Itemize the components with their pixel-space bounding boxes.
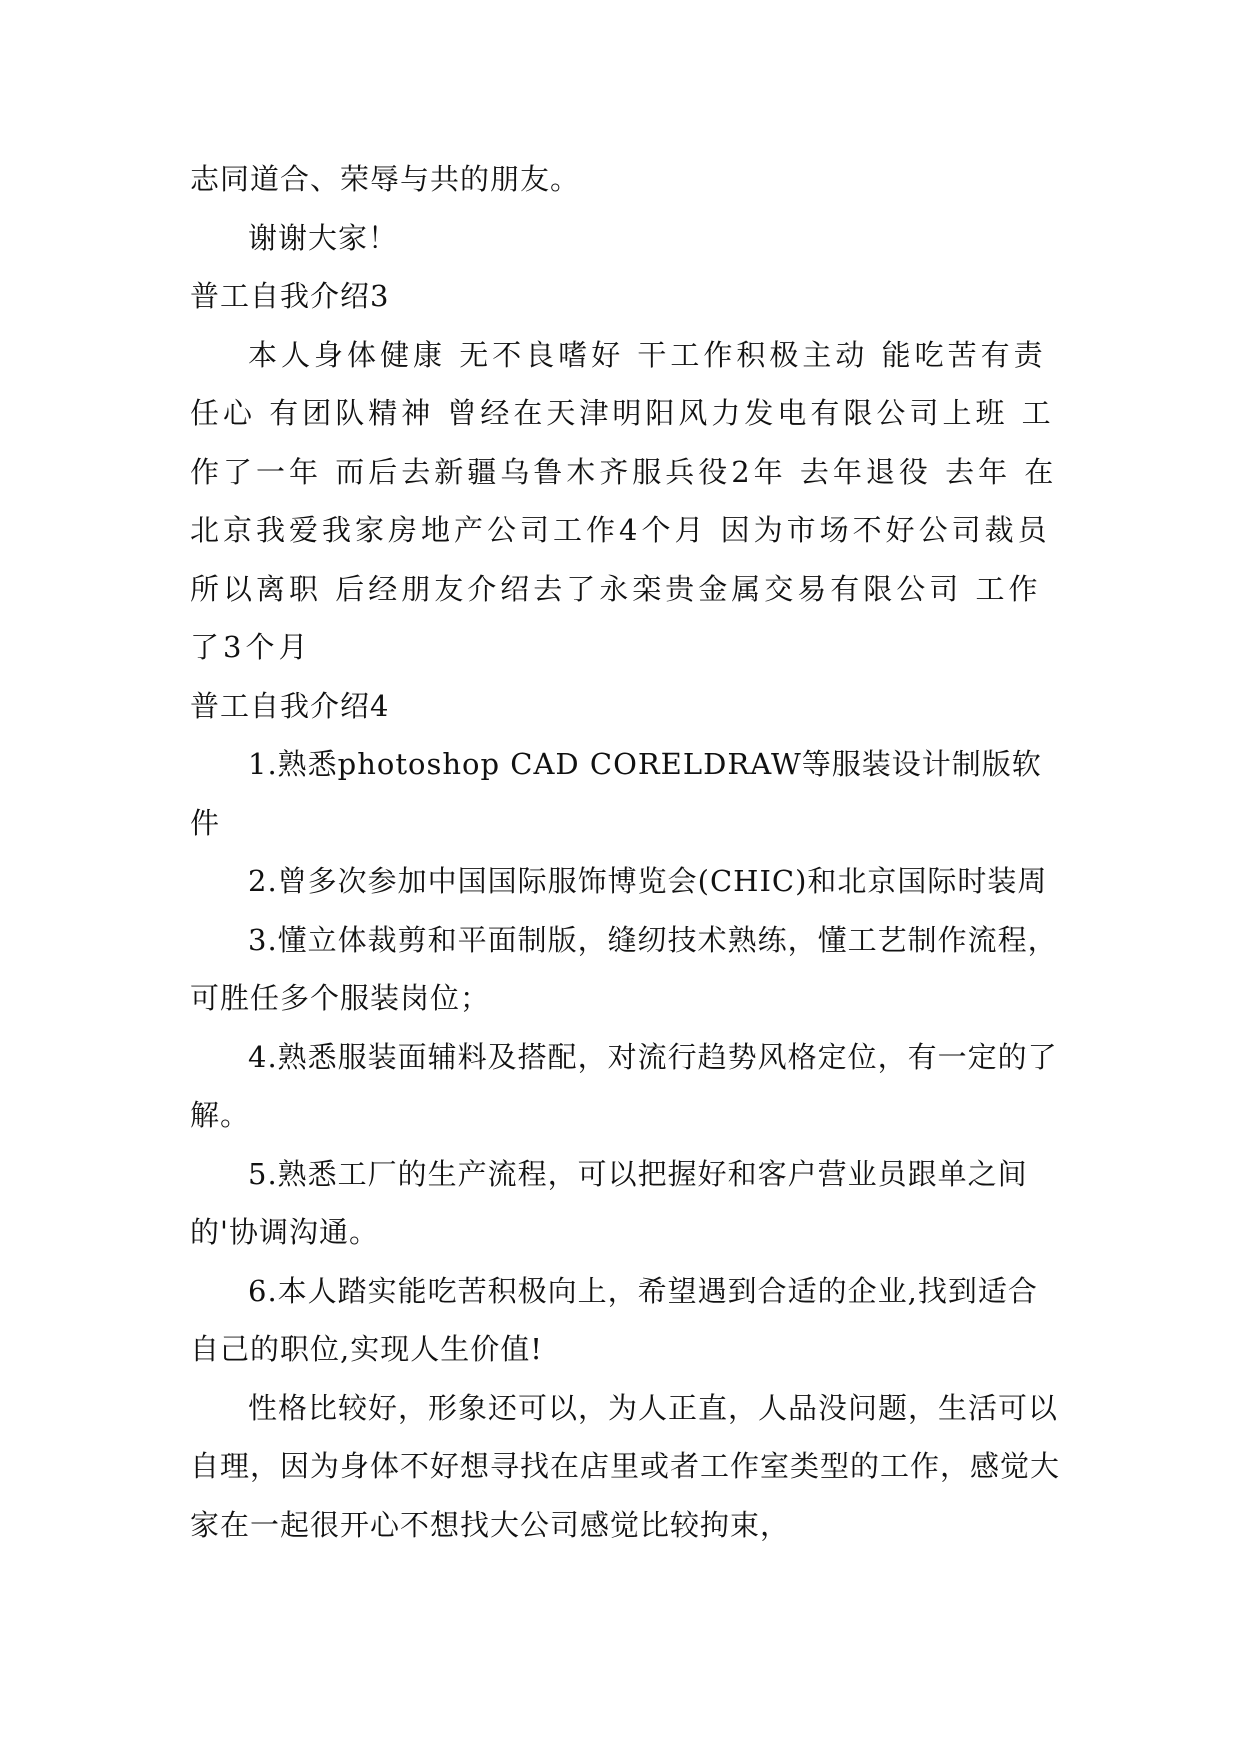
list-item-5: 5.熟悉工厂的生产流程，可以把握好和客户营业员跟单之间的'协调沟通。 <box>190 1156 1028 1249</box>
list-item-1: 1.熟悉photoshop CAD CORELDRAW等服装设计制版软件 <box>190 747 1042 840</box>
paragraph-thanks: 谢谢大家！ <box>248 220 399 255</box>
paragraph-closing-line: 志同道合、荣辱与共的朋友。 <box>190 162 581 196</box>
document-body <box>190 150 1060 1554</box>
section-heading-3: 普工自我介绍3 <box>190 279 390 313</box>
list-item-3: 3.懂立体裁剪和平面制版，缝纫技术熟练，懂工艺制作流程，可胜任多个服装岗位； <box>190 922 1058 1015</box>
list-item-4: 4.熟悉服装面辅料及搭配，对流行趋势风格定位，有一定的了解。 <box>190 1039 1058 1132</box>
paragraph-personality: 性格比较好，形象还可以，为人正直，人品没问题，生活可以自理，因为身体不好想寻找在店里或者工作室类型的工作，感觉大家在一起很开心不想找大公司感觉比较拘束， <box>190 1390 1061 1542</box>
paragraph-intro-3: 本人身体健康 无不良嗜好 干工作积极主动 能吃苦有责任心 有团队精神 曾经在天津明阳风力发电有限公司上班 工作了一年 而后去新疆乌鲁木齐服兵役2年 去年退役 去年 在北京我爱我家房地产公司工作4个月 因为市场不好公司裁员 所以离职 后经朋友介绍去了永栾贵金属交易有限公司 工作了3个月 <box>190 337 1058 664</box>
section-heading-4: 普工自我介绍4 <box>190 688 390 723</box>
list-item-2: 2.曾多次参加中国国际服饰博览会(CHIC)和北京国际时装周 <box>248 864 1048 898</box>
list-item-6: 6.本人踏实能吃苦积极向上，希望遇到合适的企业,找到适合自己的职位,实现人生价值! <box>190 1273 1038 1366</box>
